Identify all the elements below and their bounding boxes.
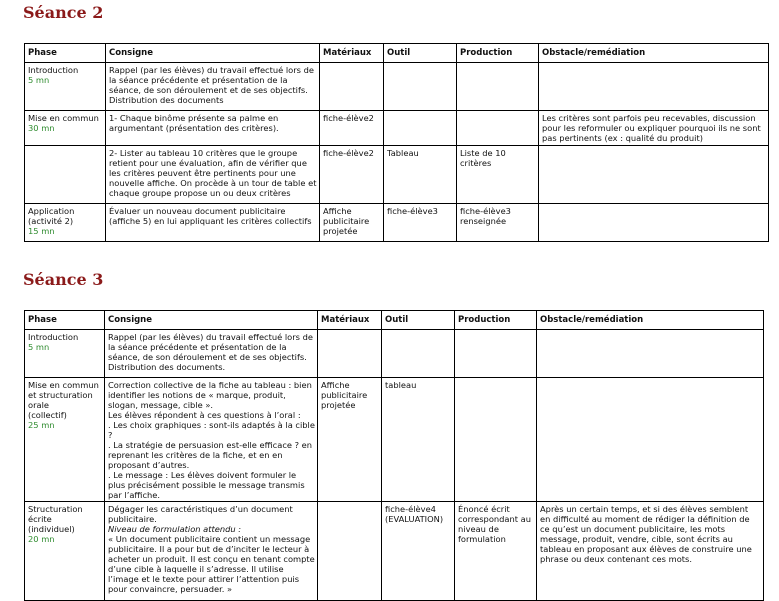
phase-cell (25, 146, 106, 204)
obstacle-cell (539, 146, 769, 204)
seance-3-title: Séance 3 (23, 270, 104, 289)
production-cell: fiche-élève3 renseignée (457, 204, 539, 242)
header-phase: Phase (25, 44, 106, 63)
phase-cell (25, 204, 106, 242)
consigne-text: Distribution des documents (109, 95, 224, 105)
materiaux-cell (318, 330, 382, 378)
header-outil: Outil (384, 44, 457, 63)
production-cell (455, 330, 537, 378)
consigne-cell (105, 330, 318, 378)
consigne-cell (106, 111, 320, 146)
header-materiaux: Matériaux (320, 44, 384, 63)
header-row (25, 311, 764, 330)
phase-label: Introduction (28, 332, 79, 342)
outil-cell (384, 63, 457, 111)
table-row (25, 204, 769, 242)
consigne-cell (106, 204, 320, 242)
phase-cell (25, 111, 106, 146)
phase-cell (25, 63, 106, 111)
phase-label: Introduction (28, 65, 79, 75)
phase-label: (activité 2) (28, 216, 74, 226)
header-production: Production (457, 44, 539, 63)
production-cell (457, 63, 539, 111)
consigne-text: 1- Chaque binôme présente sa palme en argumentant (présentation des critères). (109, 113, 279, 133)
phase-label: écrite (28, 514, 52, 524)
production-cell: Liste de 10 critères (457, 146, 539, 204)
duration-label: 5 mn (28, 75, 50, 85)
production-cell (457, 111, 539, 146)
table-row (25, 502, 764, 601)
consigne-text: Évaluer un nouveau document publicitaire (affiche 5) en lui appliquant les critères collectifs (109, 206, 312, 226)
header-consigne: Consigne (106, 44, 320, 63)
header-consigne: Consigne (105, 311, 318, 330)
phase-label: et structuration (28, 390, 93, 400)
consigne-text: Rappel (par les élèves) du travail effectué lors de la séance précédente et présentation de la séance, de son déroulement et de ses objectifs. (108, 332, 313, 362)
phase-label: Mise en commun (28, 380, 99, 390)
materiaux-cell (320, 63, 384, 111)
header-obstacle: Obstacle/remédiation (537, 311, 764, 330)
header-materiaux: Matériaux (318, 311, 382, 330)
phase-label: Application (28, 206, 75, 216)
table-row (25, 330, 764, 378)
consigne-text: . La stratégie de persuasion est-elle efficace ? en reprenant les critères de la fiche, et en en proposant d’autres. (108, 440, 313, 470)
materiaux-cell: fiche-élève2 (320, 111, 384, 146)
header-outil: Outil (382, 311, 455, 330)
consigne-text: Distribution des documents. (108, 362, 226, 372)
consigne-text: Les élèves répondent à ces questions à l’oral : (108, 410, 301, 420)
table-row (25, 146, 769, 204)
production-cell (455, 378, 537, 502)
obstacle-cell (537, 378, 764, 502)
seance-2-table (24, 43, 769, 242)
table-row (25, 111, 769, 146)
header-production: Production (455, 311, 537, 330)
consigne-text: . Les choix graphiques : sont-ils adaptés à la cible ? (108, 420, 315, 440)
materiaux-cell: Affiche publicitaire projetée (318, 378, 382, 502)
outil-cell: fiche-élève3 (384, 204, 457, 242)
materiaux-cell: Affiche publicitaire projetée (320, 204, 384, 242)
materiaux-cell: fiche-élève2 (320, 146, 384, 204)
materiaux-cell (318, 502, 382, 601)
consigne-cell (106, 63, 320, 111)
phase-cell (25, 378, 105, 502)
seance-3-table (24, 310, 764, 601)
seance-2-title: Séance 2 (23, 3, 104, 22)
outil-cell: Tableau (384, 146, 457, 204)
consigne-text: Correction collective de la fiche au tableau : bien identifier les notions de « marque, produit, slogan, message, cible ». (108, 380, 312, 410)
header-obstacle: Obstacle/remédiation (539, 44, 769, 63)
header-phase: Phase (25, 311, 105, 330)
phase-cell (25, 330, 105, 378)
duration-label: 20 mn (28, 534, 55, 544)
phase-label: orale (28, 400, 49, 410)
obstacle-cell (539, 204, 769, 242)
duration-label: 5 mn (28, 342, 50, 352)
obstacle-cell (539, 63, 769, 111)
duration-label: 30 mn (28, 123, 55, 133)
phase-label: (individuel) (28, 524, 75, 534)
header-row (25, 44, 769, 63)
phase-label: Structuration (28, 504, 83, 514)
outil-cell (384, 111, 457, 146)
consigne-text-italic: Niveau de formulation attendu : (108, 524, 242, 534)
obstacle-cell: Après un certain temps, et si des élèves semblent en difficulté au moment de rédiger la définition de ce qu’est un document publicitaire, les mots message, produit, vendre, cible, sont écrits au tableau en proposant aux élèves de construire une phrase ou deux contenant ces mots. (537, 502, 764, 601)
table-row (25, 63, 769, 111)
obstacle-cell (537, 330, 764, 378)
production-cell: Énoncé écrit correspondant au niveau de formulation (455, 502, 537, 601)
outil-cell: tableau (382, 378, 455, 502)
duration-label: 25 mn (28, 420, 55, 430)
consigne-text: 2- Lister au tableau 10 critères que le groupe retient pour une évaluation, afin de vérifier que les critères peuvent être pertinents pour une nouvelle affiche. On procède à un tour de table et chaque groupe propose un ou deux critères (109, 148, 317, 198)
outil-cell (382, 330, 455, 378)
phase-label: Mise en commun (28, 113, 99, 123)
consigne-text: Dégager les caractéristiques d’un document publicitaire. (108, 504, 293, 524)
consigne-text: Rappel (par les élèves) du travail effectué lors de la séance précédente et présentation de la séance, de son déroulement et de ses objectifs. (109, 65, 314, 95)
duration-label: 15 mn (28, 226, 55, 236)
consigne-cell (106, 146, 320, 204)
outil-cell: fiche-élève4 (EVALUATION) (382, 502, 455, 601)
consigne-cell (105, 502, 318, 601)
consigne-text: « Un document publicitaire contient un message publicitaire. Il a pour but de d’inciter le lecteur à acheter un produit. Il est conçu en tenant compte d’une cible à laquelle il s’adresse. Il utilise l’image et le texte pour attirer l’attention puis pour convaincre, persuader. » (108, 534, 315, 594)
consigne-text: . Le message : Les élèves doivent formuler le plus précisément possible le message transmis par l’affiche. (108, 470, 305, 500)
consigne-cell (105, 378, 318, 502)
table-row (25, 378, 764, 502)
phase-label: (collectif) (28, 410, 67, 420)
phase-cell (25, 502, 105, 601)
obstacle-cell: Les critères sont parfois peu recevables, discussion pour les reformuler ou expliquer pourquoi ils ne sont pas pertinents (ex : qualité du produit) (539, 111, 769, 146)
